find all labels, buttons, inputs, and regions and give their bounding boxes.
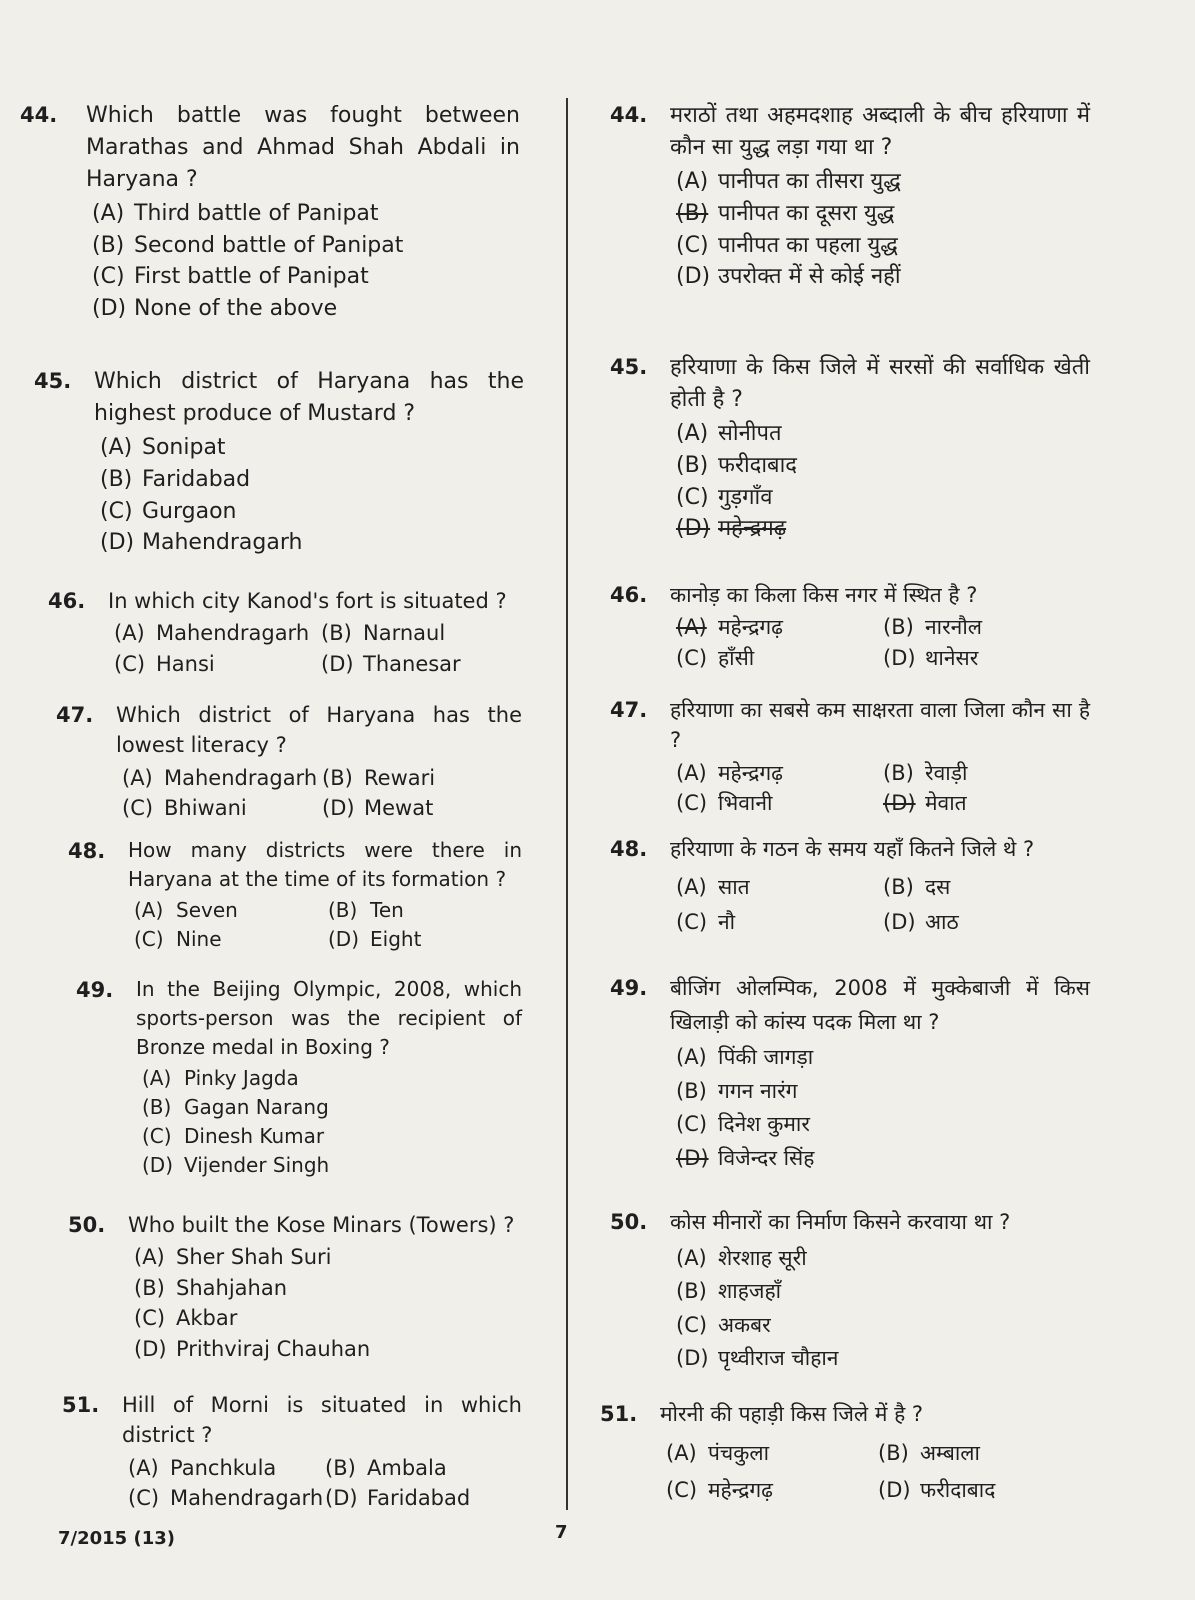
option-c[interactable]: (C) Dinesh Kumar (142, 1124, 325, 1148)
option-d[interactable]: (D) थानेसर (883, 645, 979, 670)
option-c[interactable]: (C) महेन्द्रगढ़ (666, 1477, 773, 1502)
question-stem: हरियाणा का सबसे कम साक्षरता वाला जिला कौन सा है ? (670, 698, 1090, 753)
option-a[interactable]: (A) Mahendragarh (122, 765, 318, 790)
option-d[interactable]: (D) None of the above (92, 296, 338, 322)
question-stem: Which district of Haryana has the lowest literacy ? (116, 703, 522, 758)
option-a[interactable]: (A) पिंकी जागड़ा (676, 1045, 814, 1070)
option-d[interactable]: (D) Vijender Singh (142, 1153, 330, 1177)
question-number: 51. (62, 1393, 100, 1417)
question-number: 45. (610, 355, 648, 379)
question-stem: कोस मीनारों का निर्माण किसने करवाया था ? (670, 1210, 1011, 1234)
option-a[interactable]: (A) Third battle of Panipat (92, 200, 379, 226)
option-c[interactable]: (C) नौ (676, 910, 736, 935)
question-number: 44. (20, 103, 58, 127)
option-a[interactable]: (A) शेरशाह सूरी (676, 1245, 807, 1270)
option-a[interactable]: (A) Seven (134, 898, 238, 922)
option-b[interactable]: (B) शाहजहाँ (676, 1279, 782, 1304)
question-stem: बीजिंग ओलम्पिक, 2008 में मुक्केबाजी में किस खिलाड़ी को कांस्य पदक मिला था ? (670, 976, 1090, 1034)
question-stem: कानोड़ का किला किस नगर में स्थित है ? (670, 583, 978, 607)
option-b[interactable]: (B) पानीपत का दूसरा युद्ध (676, 200, 895, 226)
option-a[interactable]: (A) महेन्द्रगढ़ (676, 760, 783, 785)
page-number: 7 (555, 1522, 568, 1543)
option-a[interactable]: (A) Panchkula (128, 1455, 277, 1480)
option-c[interactable]: (C) पानीपत का पहला युद्ध (676, 232, 898, 258)
option-c[interactable]: (C) गुड़गाँव (676, 484, 773, 510)
option-c[interactable]: (C) Hansi (114, 651, 215, 676)
option-b[interactable]: (B) Second battle of Panipat (92, 232, 404, 258)
question-stem: How many districts were there in Haryana at the time of its formation ? (128, 838, 522, 891)
option-b[interactable]: (B) फरीदाबाद (676, 452, 797, 478)
option-c[interactable]: (C) Mahendragarh (128, 1486, 324, 1511)
question-number: 48. (68, 839, 106, 863)
option-d[interactable]: (D) Faridabad (325, 1486, 471, 1511)
option-a[interactable]: (A) सात (676, 874, 750, 899)
option-b[interactable]: (B) Gagan Narang (142, 1095, 329, 1119)
question-stem: हरियाणा के किस जिले में सरसों की सर्वाधिक खेती होती है ? (670, 355, 1090, 412)
option-c[interactable]: (C) Gurgaon (100, 498, 237, 524)
option-c[interactable]: (C) हाँसी (676, 645, 755, 670)
option-a[interactable]: (A) Pinky Jagda (142, 1066, 299, 1090)
option-a[interactable]: (A) Sher Shah Suri (134, 1245, 332, 1270)
option-d[interactable]: (D) उपरोक्त में से कोई नहीं (676, 264, 901, 290)
option-a[interactable]: (A) सोनीपत (676, 420, 782, 446)
option-c[interactable]: (C) भिवानी (676, 791, 773, 816)
option-b[interactable]: (B) Narnaul (321, 621, 446, 646)
option-b[interactable]: (B) Faridabad (100, 466, 251, 492)
option-a[interactable]: (A) महेन्द्रगढ़ (676, 615, 783, 640)
option-a[interactable]: (A) पंचकुला (666, 1440, 770, 1465)
question-number: 46. (610, 583, 648, 607)
question-number: 45. (34, 369, 72, 393)
option-d[interactable]: (D) Mahendragarh (100, 530, 303, 556)
option-b[interactable]: (B) अम्बाला (878, 1440, 980, 1465)
option-d[interactable]: (D) फरीदाबाद (878, 1477, 996, 1502)
option-b[interactable]: (B) रेवाड़ी (883, 760, 968, 785)
option-d[interactable]: (D) Prithviraj Chauhan (134, 1336, 371, 1361)
option-d[interactable]: (D) महेन्द्रगढ़ (676, 516, 787, 542)
question-stem: Which district of Haryana has the highest produce of Mustard ? (94, 369, 524, 426)
option-a[interactable]: (A) Sonipat (100, 434, 226, 460)
question-stem: In the Beijing Olympic, 2008, which sports-person was the recipient of Bronze medal in Boxing ? (136, 977, 522, 1059)
option-c[interactable]: (C) Nine (134, 927, 222, 951)
column-divider (566, 98, 568, 1510)
question-number: 46. (48, 589, 86, 613)
question-number: 50. (68, 1213, 106, 1237)
question-stem: Hill of Morni is situated in which district ? (122, 1393, 522, 1448)
question-stem: हरियाणा के गठन के समय यहाँ कितने जिले थे ? (670, 837, 1035, 861)
option-d[interactable]: (D) Eight (328, 927, 422, 951)
option-a[interactable]: (A) Mahendragarh (114, 621, 310, 646)
option-b[interactable]: (B) Ten (328, 898, 404, 922)
option-d[interactable]: (D) विजेन्दर सिंह (676, 1145, 815, 1170)
question-number: 47. (56, 703, 94, 727)
option-c[interactable]: (C) Bhiwani (122, 796, 247, 821)
option-d[interactable]: (D) मेवात (883, 791, 967, 816)
option-d[interactable]: (D) आठ (883, 910, 959, 935)
question-stem: In which city Kanod's fort is situated ? (108, 589, 507, 613)
option-d[interactable]: (D) Mewat (322, 796, 434, 821)
option-b[interactable]: (B) गगन नारंग (676, 1078, 798, 1103)
option-c[interactable]: (C) अकबर (676, 1312, 771, 1337)
question-stem: मराठों तथा अहमदशाह अब्दाली के बीच हरियाणा में कौन सा युद्ध लड़ा गया था ? (670, 103, 1090, 160)
option-c[interactable]: (C) दिनेश कुमार (676, 1112, 810, 1137)
question-number: 49. (76, 978, 114, 1002)
question-number: 44. (610, 103, 648, 127)
option-a[interactable]: (A) पानीपत का तीसरा युद्ध (676, 168, 901, 194)
paper-code: 7/2015 (13) (58, 1528, 175, 1549)
option-d[interactable]: (D) पृथ्वीराज चौहान (676, 1346, 839, 1371)
option-b[interactable]: (B) Shahjahan (134, 1275, 288, 1300)
option-b[interactable]: (B) दस (883, 874, 951, 899)
question-number: 51. (600, 1402, 638, 1426)
option-b[interactable]: (B) नारनौल (883, 615, 983, 640)
question-number: 50. (610, 1210, 648, 1234)
option-b[interactable]: (B) Ambala (325, 1455, 447, 1480)
option-c[interactable]: (C) Akbar (134, 1306, 238, 1331)
option-d[interactable]: (D) Thanesar (321, 651, 461, 676)
option-b[interactable]: (B) Rewari (322, 765, 436, 790)
question-stem: मोरनी की पहाड़ी किस जिले में है ? (660, 1402, 924, 1426)
question-number: 49. (610, 976, 648, 1000)
question-number: 48. (610, 837, 648, 861)
question-stem: Which battle was fought between Marathas and Ahmad Shah Abdali in Haryana ? (86, 103, 520, 192)
question-stem: Who built the Kose Minars (Towers) ? (128, 1213, 515, 1237)
option-c[interactable]: (C) First battle of Panipat (92, 264, 369, 290)
question-number: 47. (610, 698, 648, 722)
